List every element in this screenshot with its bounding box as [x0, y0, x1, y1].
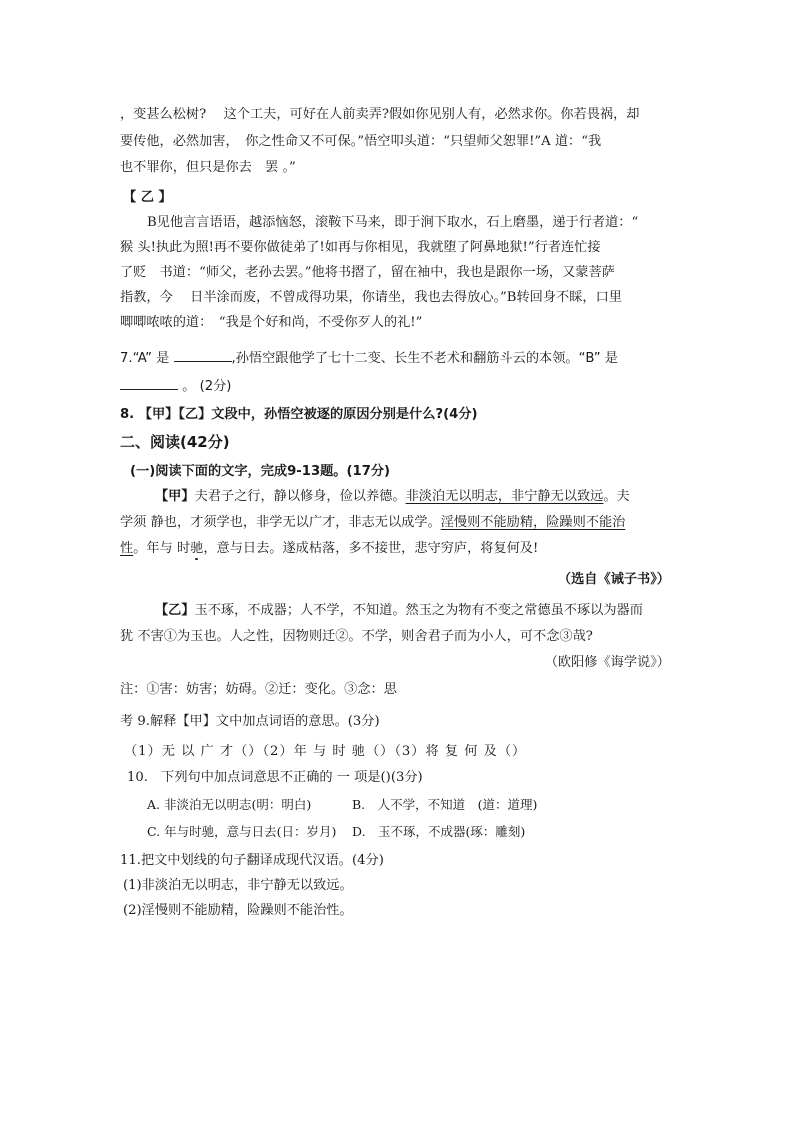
q7-part2: ,孙悟空跟他学了七十二变、长生不老术和翻筋斗云的本领。“B” 是	[231, 351, 618, 366]
source-jia: （选自《诫子书》）	[557, 572, 670, 587]
yi-line-4: 指教，今 日半涂而废，不曾成得功果，你请坐，我也去得放心。”B转回身不睬，口里	[120, 290, 622, 305]
question-10-option-b: B. 人不学，不知道 (道：道理)	[352, 797, 538, 812]
underlined-sentence-2-end: 性	[120, 541, 134, 556]
question-11-title: 11.把文中划线的句子翻译成现代汉语。(4分)	[120, 853, 384, 868]
underlined-sentence-1: 非淡泊无以明志，非宁静无以致远	[405, 489, 604, 504]
question-10-option-c: C. 年与时驰，意与日去(日：岁月)	[147, 824, 337, 839]
question-9-items: （1）无 以 广 才（）（2）年 与 时 驰（）（3）将 复 何 及（）	[124, 744, 527, 759]
question-10-option-a: A. 非淡泊无以明志(明：明白)	[147, 797, 312, 812]
jia-line-2: 要传他，必然加害， 你之性命又不可保。”悟空叩头道：“只望师父恕罪!”A 道：“我	[120, 134, 602, 149]
question-11-sentence-1: (1)非淡泊无以明志，非宁静无以致远。	[123, 878, 353, 893]
passage-yi-text: 玉不琢，不成器；人不学，不知道。然玉之为物有不变之常德虽不琢以为器而	[194, 603, 643, 618]
passage-jia-text: 。年与 时	[133, 541, 191, 556]
source-yi: （欧阳修《诲学说》）	[544, 655, 670, 670]
question-10-option-d: D. 玉不琢，不成器(琢：雕刻)	[352, 824, 526, 839]
question-10-title: 10. 下列句中加点词意思不正确的 一 项是()(3分)	[127, 770, 423, 785]
passage-jia-text: ，意与日去。遂成枯落，多不接世，悲守穷庐，将复何及!	[203, 541, 539, 556]
subsection-1-heading: (一)阅读下面的文字，完成9-13题。(17分)	[130, 464, 391, 479]
passage-jia-label: 【甲】	[155, 489, 195, 504]
q7-part1: 7.“A” 是	[120, 351, 174, 366]
dotted-word-chi: 驰	[190, 541, 204, 556]
passage-yi-line-1	[155, 601, 643, 621]
jia-line-1: ，变甚么松树? 这个工夫，可好在人前卖弄?假如你见别人有，必然求你。你若畏祸，却	[120, 107, 640, 122]
yi-line-2: 猴 头!执此为照!再不要你做徒弟了!如再与你相见，我就堕了阿鼻地狱!”行者连忙接	[120, 240, 601, 255]
question-7	[120, 347, 618, 369]
q7-part3: 。 (2分)	[178, 379, 232, 394]
question-7-cont	[120, 375, 231, 397]
yi-line-1: B见他言言语语，越添恼怒，滚鞍下马来，即于涧下取水，石上磨墨，递于行者道：“	[147, 215, 639, 230]
question-8: 8. 【甲】【乙】文段中，孙悟空被逐的原因分别是什么?(4分)	[120, 407, 478, 422]
passage-jia-text: 夫君子之行，静以修身，俭以养德。	[194, 489, 406, 504]
passage-jia-text: 学须 静也，才须学也，非学无以广才，非志无以成学。	[120, 515, 441, 530]
section-2-heading: 二、阅读(42分)	[120, 433, 230, 451]
jia-line-3: 也不罪你，但只是你去 罢 。”	[120, 160, 296, 175]
underlined-sentence-2: 淫慢则不能励精，险躁则不能治	[440, 515, 626, 530]
passage-jia-line-2	[120, 513, 625, 533]
yi-line-5: 唧唧哝哝的道： “我是个好和尚，不受你歹人的礼!”	[120, 315, 423, 330]
notes: 注：①害：妨害；妨碍。②迁：变化。③念：思	[120, 682, 397, 697]
q7-blank-b[interactable]	[120, 375, 178, 390]
yi-line-3: 了贬 书道：“师父，老孙去罢。”他将书摺了，留在袖中，我也是跟你一场，又蒙菩萨	[120, 265, 615, 280]
yi-heading: 【 乙 】	[123, 190, 172, 205]
passage-jia-line-3	[120, 539, 538, 559]
question-9-title: 考 9.解释【甲】文中加点词语的意思。(3分)	[120, 714, 380, 729]
question-11-sentence-2: (2)淫慢则不能励精，险躁则不能治性。	[123, 903, 353, 918]
passage-jia-text: 。夫	[603, 489, 630, 504]
passage-yi-line-2: 犹 不害①为玉也。人之性，因物则迁②。不学，则舍君子而为小人，可不念③哉?	[120, 629, 593, 644]
q7-blank-a[interactable]	[174, 347, 232, 362]
passage-jia-line-1	[155, 487, 630, 507]
passage-yi-label: 【乙】	[155, 603, 195, 618]
